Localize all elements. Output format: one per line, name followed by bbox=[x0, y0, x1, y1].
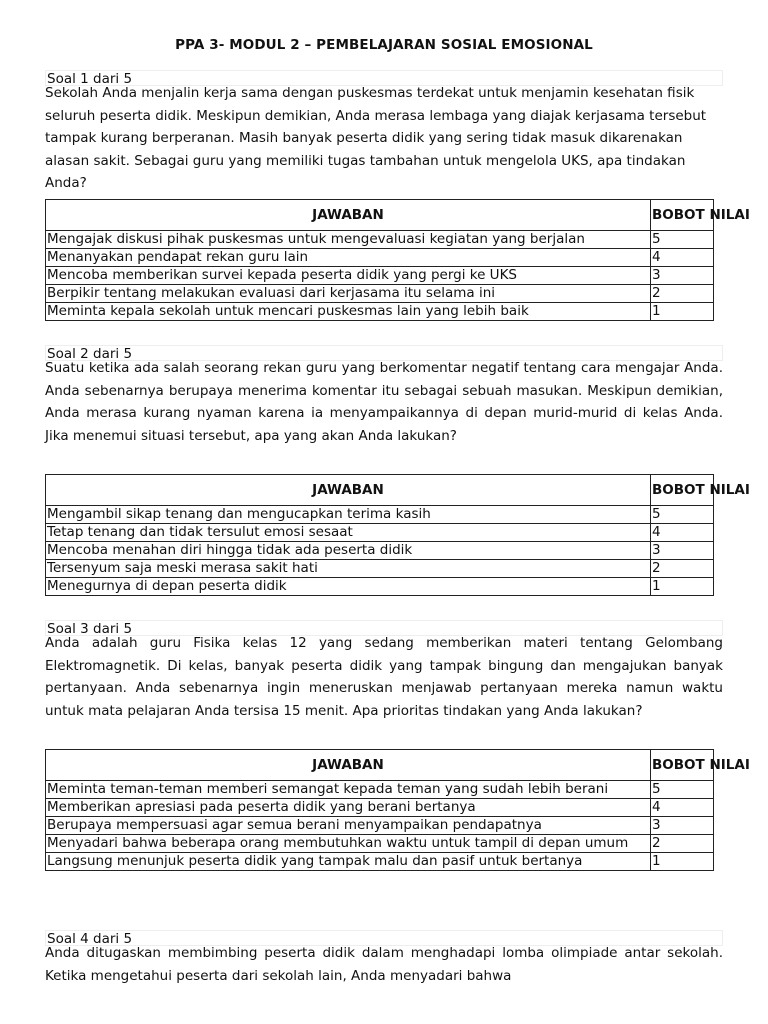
answer-score: 1 bbox=[651, 303, 714, 321]
answer-score: 5 bbox=[651, 506, 714, 524]
question-3-label: Soal 3 dari 5 bbox=[45, 620, 723, 636]
weight-column-header: BOBOT NILAI bbox=[651, 475, 714, 506]
answer-text: Tersenyum saja meski merasa sakit hati bbox=[46, 560, 651, 578]
weight-column-header: BOBOT NILAI bbox=[651, 750, 714, 781]
answer-table-3 bbox=[45, 749, 750, 871]
weight-column-header: BOBOT NILAI bbox=[651, 200, 714, 231]
table-row bbox=[46, 578, 714, 596]
answer-score: 3 bbox=[651, 817, 714, 835]
answer-score: 1 bbox=[651, 853, 714, 871]
table-row bbox=[46, 817, 714, 835]
answer-column-header: JAWABAN bbox=[46, 750, 651, 781]
question-1-text: Sekolah Anda menjalin kerja sama dengan puskesmas terdekat untuk menjamin kesehatan fisik seluruh peserta didik. Meskipun demikian, Anda merasa lembaga yang diajak kerjasama tersebut tampak kurang berperanan. Masih banyak peserta didik yang sering tidak masuk dikarenakan alasan sakit. Sebagai guru yang memiliki tugas tambahan untuk mengelola UKS, apa tindakan Anda? bbox=[45, 85, 707, 191]
answer-column-header: JAWABAN bbox=[46, 200, 651, 231]
question-2-label: Soal 2 dari 5 bbox=[45, 345, 723, 361]
table-row bbox=[46, 853, 714, 871]
answer-table-header bbox=[46, 200, 714, 231]
table-row bbox=[46, 560, 714, 578]
question-2-text: Suatu ketika ada salah seorang rekan guru yang berkomentar negatif tentang cara mengajar Anda. Anda sebenarnya berupaya menerima komentar itu sebagai sebuah masukan. Meskipun demikian, Anda merasa kurang nyaman karena ia menyampaikannya di depan murid-murid di kelas Anda. Jika menemui situasi tersebut, apa yang akan Anda lakukan? bbox=[45, 360, 723, 444]
answer-text: Mencoba menahan diri hingga tidak ada peserta didik bbox=[46, 542, 651, 560]
answer-text: Langsung menunjuk peserta didik yang tampak malu dan pasif untuk bertanya bbox=[46, 853, 651, 871]
answer-score: 4 bbox=[651, 799, 714, 817]
question-3-text: Anda adalah guru Fisika kelas 12 yang sedang memberikan materi tentang Gelombang Elektromagnetik. Di kelas, banyak peserta didik yang tampak bingung dan mengajukan banyak pertanyaan. Anda sebenarnya ingin meneruskan menjawab pertanyaan mereka namun waktu untuk mata pelajaran Anda tersisa 15 menit. Apa prioritas tindakan yang Anda lakukan? bbox=[45, 635, 723, 719]
table-row bbox=[46, 267, 714, 285]
question-1-label: Soal 1 dari 5 bbox=[45, 70, 723, 86]
question-4-text: Anda ditugaskan membimbing peserta didik dalam menghadapi lomba olimpiade antar sekolah. Ketika mengetahui peserta dari sekolah lain, Anda menyadari bahwa bbox=[45, 945, 723, 984]
table-row bbox=[46, 835, 714, 853]
answer-score: 4 bbox=[651, 524, 714, 542]
table-row bbox=[46, 285, 714, 303]
answer-table-1 bbox=[45, 199, 750, 321]
answer-text: Berpikir tentang melakukan evaluasi dari kerjasama itu selama ini bbox=[46, 285, 651, 303]
answer-score: 1 bbox=[651, 578, 714, 596]
answer-score: 2 bbox=[651, 285, 714, 303]
answer-text: Tetap tenang dan tidak tersulut emosi sesaat bbox=[46, 524, 651, 542]
answer-text: Mencoba memberikan survei kepada peserta didik yang pergi ke UKS bbox=[46, 267, 651, 285]
answer-text: Berupaya mempersuasi agar semua berani menyampaikan pendapatnya bbox=[46, 817, 651, 835]
answer-score: 5 bbox=[651, 231, 714, 249]
answer-column-header: JAWABAN bbox=[46, 475, 651, 506]
answer-text: Menyadari bahwa beberapa orang membutuhkan waktu untuk tampil di depan umum bbox=[46, 835, 651, 853]
table-row bbox=[46, 781, 714, 799]
answer-text: Mengajak diskusi pihak puskesmas untuk mengevaluasi kegiatan yang berjalan bbox=[46, 231, 651, 249]
question-4-label: Soal 4 dari 5 bbox=[45, 930, 723, 946]
table-row bbox=[46, 249, 714, 267]
table-row bbox=[46, 799, 714, 817]
answer-score: 3 bbox=[651, 542, 714, 560]
table-row bbox=[46, 524, 714, 542]
answer-text: Menegurnya di depan peserta didik bbox=[46, 578, 651, 596]
table-row bbox=[46, 506, 714, 524]
table-row bbox=[46, 231, 714, 249]
table-row bbox=[46, 542, 714, 560]
answer-text: Meminta kepala sekolah untuk mencari puskesmas lain yang lebih baik bbox=[46, 303, 651, 321]
answer-text: Mengambil sikap tenang dan mengucapkan terima kasih bbox=[46, 506, 651, 524]
answer-table-header bbox=[46, 475, 714, 506]
answer-text: Menanyakan pendapat rekan guru lain bbox=[46, 249, 651, 267]
answer-score: 2 bbox=[651, 560, 714, 578]
answer-text: Meminta teman-teman memberi semangat kepada teman yang sudah lebih berani bbox=[46, 781, 651, 799]
document-title: PPA 3- MODUL 2 – PEMBELAJARAN SOSIAL EMOSIONAL bbox=[175, 37, 593, 53]
answer-score: 3 bbox=[651, 267, 714, 285]
answer-score: 2 bbox=[651, 835, 714, 853]
table-row bbox=[46, 303, 714, 321]
answer-table-2 bbox=[45, 474, 750, 596]
answer-table-header bbox=[46, 750, 714, 781]
answer-score: 5 bbox=[651, 781, 714, 799]
answer-text: Memberikan apresiasi pada peserta didik yang berani bertanya bbox=[46, 799, 651, 817]
answer-score: 4 bbox=[651, 249, 714, 267]
